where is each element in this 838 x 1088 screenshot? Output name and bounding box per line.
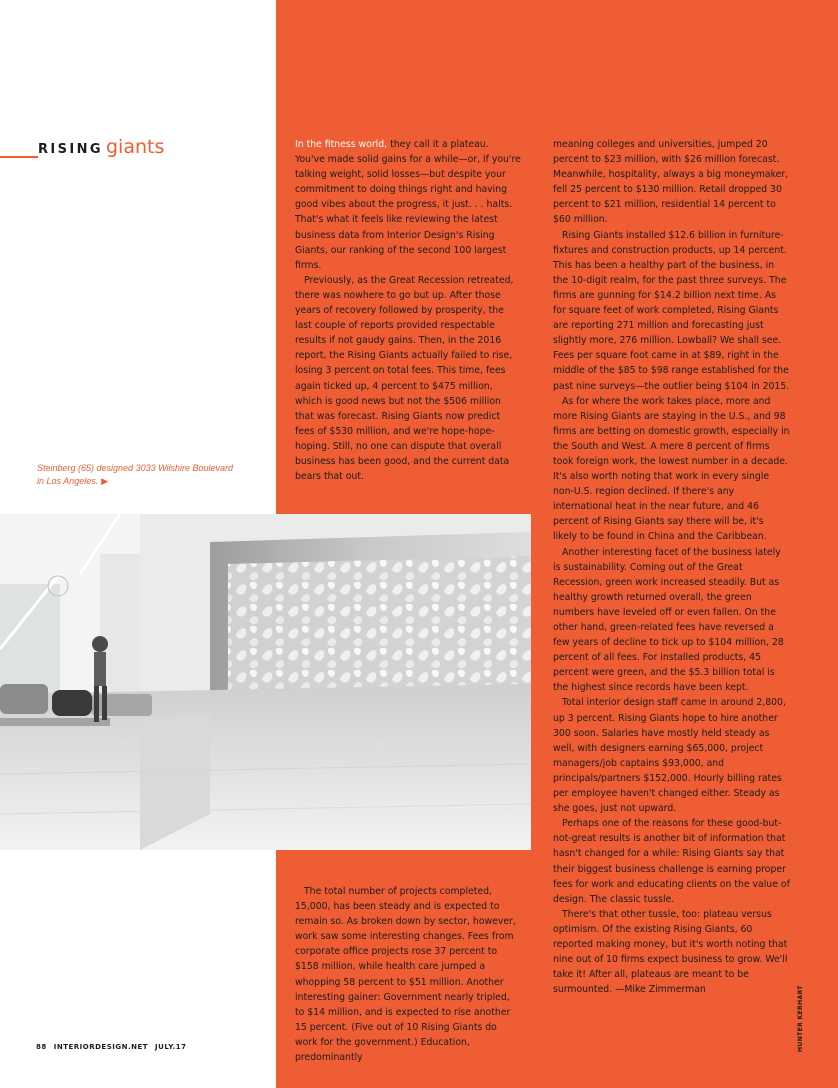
page-number: 88 <box>36 1043 47 1051</box>
article-paragraph: There's that other tussle, too: plateau versus optimism. Of the existing Rising Giants, 60 reported making money, but it's worth noting that nine out of 10 firms expect business to grow. We'll take it! After all, plateaus are meant to be surmounted. —Mike Zimmerman <box>553 908 788 996</box>
issue-date: JULY.17 <box>155 1043 187 1051</box>
article-paragraph: Perhaps one of the reasons for these good-but-not-great results is another bit of information that hasn't changed for a while: Rising Giants say that their biggest business challenge is earning proper fees for work and educating clients on the value of design. The classic tussle. <box>553 818 790 905</box>
article-paragraph: The total number of projects completed, 15,000, has been steady and is expected to remain so. As broken down by sector, however, work saw some interesting changes. Fees from corporate office projects rose 37 percent to $158 million, while health care jumped a whopping 58 percent to $51 million. Another interesting gainer: Government nearly tripled, to $14 million, and is expected to rise another 15 percent. (Five out of 10 Rising Giants do work for the government.) Education, predominantly <box>295 886 516 1064</box>
photo-caption-text: Steinberg (65) designed 3033 Wilshire Boulevard in Los Angeles. <box>37 463 234 486</box>
lobby-photo <box>0 514 531 850</box>
article-paragraph: Total interior design staff came in around 2,800, up 3 percent. Rising Giants hope to hire another 300 soon. Salaries have mostly held steady as well, with designers earning $65,000, project managers/job captains $93,000, and principals/partners $152,000. Hourly billing rates per employee haven't changed either. Steady as she goes, just not upward. <box>553 697 786 815</box>
section-heading <box>38 136 164 158</box>
article-paragraph-text: they call it a plateau. You've made solid gains for a while—or, if you're talking weight, solid losses—but despite your commitment to doing things right and having good vibes about the progress, it just. . . halts. That's what it feels like reviewing the latest business data from Interior Design's Rising Giants, our ranking of the second 100 largest firms. <box>295 139 521 271</box>
article-column-1-lower <box>295 884 521 1065</box>
page-folio <box>36 1043 194 1051</box>
site-name: INTERIORDESIGN.NET <box>53 1043 149 1051</box>
photo-credit: HUNTER KERHART <box>797 985 804 1052</box>
section-heading-word1: RISING <box>38 142 103 157</box>
section-rule <box>0 156 38 158</box>
article-paragraph: Rising Giants installed $12.6 billion in furniture-fixtures and construction products, up 14 percent. This has been a healthy part of the business, in the 10-digit realm, for the past three surveys. The firms are gunning for $14.2 billion next time. As for square feet of work completed, Rising Giants are reporting 271 million and forecasting just slightly more, 276 million. Lowball? We shall see. Fees per square foot came in at $89, right in the middle of the $85 to $98 range established for the past nine surveys—the outlier being $104 in 2015. <box>553 229 790 392</box>
article-paragraph: meaning colleges and universities, jumped 20 percent to $23 million, with $26 million forecast. Meanwhile, hospitality, always a big moneymaker, fell 25 percent to $130 million. Retail dropped 30 percent to $21 million, residential 14 percent to $60 million. <box>553 139 789 226</box>
photo-caption <box>37 462 237 488</box>
arrow-right-icon: ▶ <box>101 476 109 486</box>
article-lead-in: In the fitness world, <box>295 139 388 150</box>
article-paragraph: As for where the work takes place, more and more Rising Giants are staying in the U.S., and 98 firms are betting on domestic growth, especially in the South and West. A mere 8 percent of firms took foreign work, the lowest number in a decade. It's also worth noting that work in every single non-U.S. region declined. If there's any international heat in the near future, and 46 percent of Rising Giants say there will be, it's likely to be found in China and the Caribbean. <box>553 395 790 543</box>
article-paragraph <box>295 137 521 273</box>
article-paragraph: Previously, as the Great Recession retreated, there was nowhere to go but up. After those years of recovery followed by prosperity, the last couple of reports provided respectable results if not gaudy gains. Then, in the 2016 report, the Rising Giants actually failed to rise, losing 3 percent on total fees. This time, fees again ticked up, 4 percent to $475 million, which is good news but not the $506 million that was forecast. Rising Giants now predict fees of $530 million, and we're hope-hope-hoping. Still, no one can dispute that overall business has been good, and the current data bears that out. <box>295 274 514 483</box>
article-column-1 <box>295 137 521 484</box>
section-heading-word2: giants <box>106 136 165 158</box>
article-column-2 <box>553 137 790 997</box>
photo-lobby-wall <box>0 514 531 850</box>
article-paragraph: Another interesting facet of the business lately is sustainability. Coming out of the Great Recession, green work increased steadily. But as healthy growth returned overall, the green numbers have leveled off or even fallen. On the other hand, green-related fees have reversed a few years of decline to tick up to $104 million, 28 percent of all fees. For installed products, 45 percent were green, and the $5.3 billion total is the highest since records have been kept. <box>553 546 784 694</box>
